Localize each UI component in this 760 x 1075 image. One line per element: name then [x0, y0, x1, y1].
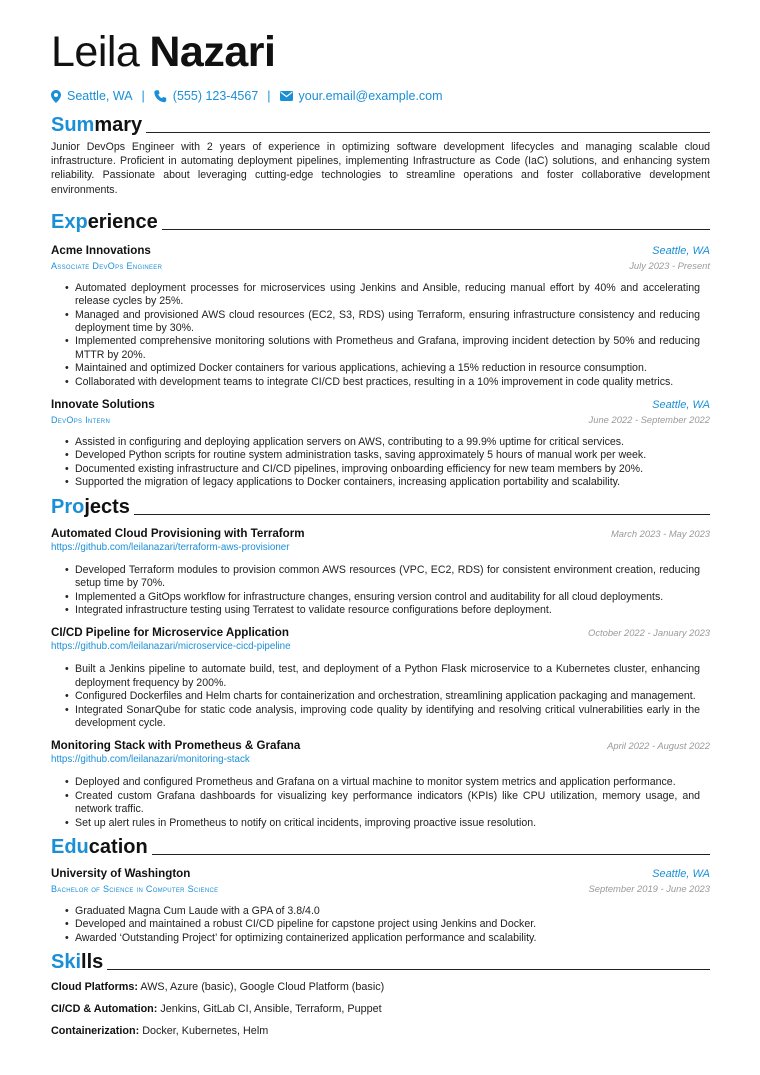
project-title: Automated Cloud Provisioning with Terraform [51, 526, 305, 540]
job-dates: July 2023 - Present [629, 259, 710, 271]
degree: Bachelor of Science in Computer Science [51, 883, 219, 894]
list-item: • Maintained and optimized Docker containers for various applications, achieving a 15% reduction in resource consumption. [65, 362, 647, 375]
first-name: Leila [51, 28, 140, 76]
skill-value: AWS, Azure (basic), Google Cloud Platform (basic) [140, 981, 385, 994]
bullet-list [51, 776, 710, 830]
section-divider [162, 229, 710, 230]
section-education-header [51, 834, 710, 858]
section-title-rest: erience [87, 210, 158, 233]
school-location: Seattle, WA [652, 867, 710, 880]
section-title-rest: cation [88, 835, 148, 858]
section-title-accent: Sum [51, 114, 95, 136]
section-experience-header [51, 209, 710, 233]
bullet-list [51, 663, 710, 730]
skill-label: Cloud Platforms: [51, 981, 138, 994]
list-item: • Deployed and configured Prometheus and Grafana on a virtual machine to monitor system metrics and application performance. [65, 776, 676, 789]
section-title [51, 211, 158, 233]
list-item: • Integrated SonarQube for static code analysis, improving code quality by identifying and resolving critical vulnerabilities early in the development cycle. [65, 703, 700, 729]
job-title: Associate DevOps Engineer [51, 260, 163, 271]
skill-label: CI/CD & Automation: [51, 1003, 158, 1016]
project-entry [51, 526, 710, 618]
list-item: • Documented existing infrastructure and CI/CD pipelines, improving onboarding efficiency for new team members by 20%. [65, 462, 644, 475]
location-text: Seattle, WA [67, 89, 133, 103]
section-title-accent: Exp [51, 210, 88, 233]
list-item: • Implemented a GitOps workflow for infrastructure changes, ensuring version control and auditability for all cloud deployments. [65, 590, 664, 603]
section-title [51, 836, 148, 858]
experience-entry [51, 243, 710, 389]
bullet-list [51, 282, 710, 389]
list-item: • Set up alert rules in Prometheus to notify on critical incidents, improving proactive issue resolution. [65, 816, 537, 829]
list-item: • Developed Terraform modules to provision common AWS resources (VPC, EC2, RDS) for consistent environment creation, reducing setup time by 70%. [65, 563, 700, 590]
phone-text: (555) 123-4567 [172, 89, 259, 103]
list-item: • Automated deployment processes for microservices using Jenkins and Ansible, reducing manual effort by 40% and accelerating release cycles by 25%. [65, 281, 700, 308]
contact-info [51, 86, 710, 106]
contact-phone[interactable] [154, 89, 258, 103]
section-title [51, 496, 130, 518]
list-item: • Managed and provisioned AWS cloud resources (EC2, S3, RDS) using Terraform, ensuring infrastructure consistency and reducing deployment time by 30%. [65, 308, 700, 335]
summary-text: Junior DevOps Engineer with 2 years of experience in optimizing software development lifecycles and managing scalable cloud infrastructure. Proficient in automating deployment pipelines, implementing Infrastructure as Code (IaC) solutions, and enhancing system reliability. Passionate about leveraging cutting-edge technologies to streamline operations and foster collaborative development environments. [51, 141, 710, 196]
section-title [51, 951, 103, 973]
email-text: your.email@example.com [298, 89, 443, 103]
candidate-name [51, 30, 710, 74]
section-title [51, 114, 142, 136]
list-item: • Integrated infrastructure testing using Terratest to validate resource configurations before deployment. [65, 603, 552, 616]
skill-value: Jenkins, GitLab CI, Ansible, Terraform, Puppet [160, 1003, 382, 1016]
skill-row [51, 1002, 710, 1016]
bullet-list [51, 564, 710, 618]
skill-value: Docker, Kubernetes, Helm [142, 1025, 269, 1038]
section-title-rest: jects [84, 495, 130, 518]
project-link[interactable]: https://github.com/leilanazari/monitoring-stack [51, 754, 250, 766]
envelope-icon [280, 91, 293, 101]
job-title: DevOps Intern [51, 415, 111, 426]
list-item: • Supported the migration of legacy applications to Docker containers, increasing application portability and scalability. [65, 476, 621, 489]
section-title-accent: Pro [51, 495, 85, 518]
job-dates: June 2022 - September 2022 [588, 414, 710, 426]
section-divider [107, 969, 710, 970]
education-entry [51, 866, 710, 945]
project-link[interactable]: https://github.com/leilanazari/microservice-cicd-pipeline [51, 641, 291, 653]
section-summary-header [51, 112, 710, 136]
phone-icon [154, 90, 167, 103]
list-item: • Collaborated with development teams to integrate CI/CD best practices, resulting in a 10% improvement in code quality metrics. [65, 375, 674, 388]
company-name: Acme Innovations [51, 243, 151, 257]
section-title-rest: lls [81, 951, 104, 974]
contact-separator: | [141, 89, 145, 103]
project-dates: April 2022 - August 2022 [607, 740, 710, 752]
bullet-list [51, 436, 710, 490]
job-location: Seattle, WA [652, 399, 710, 412]
section-projects-header [51, 494, 710, 518]
section-divider [134, 514, 710, 515]
section-title-accent: Ski [51, 951, 82, 974]
contact-separator: | [267, 89, 271, 103]
project-dates: October 2022 - January 2023 [588, 627, 710, 639]
project-link[interactable]: https://github.com/leilanazari/terraform-aws-provisioner [51, 541, 290, 553]
experience-entry [51, 397, 710, 490]
contact-email[interactable] [280, 89, 443, 103]
project-entry [51, 738, 710, 830]
list-item: • Built a Jenkins pipeline to automate build, test, and deployment of a Python Flask microservice to a Kubernetes cluster, enhancing deployment frequency by 200%. [65, 663, 700, 689]
project-dates: March 2023 - May 2023 [610, 527, 710, 539]
contact-location [51, 89, 133, 103]
list-item: • Created custom Grafana dashboards for visualizing key performance indicators (KPIs) like CPU utilization, memory usage, and network traffic. [65, 789, 700, 816]
education-dates: September 2019 - June 2023 [588, 882, 710, 894]
section-divider [146, 132, 710, 133]
section-title-accent: Edu [51, 835, 89, 858]
school-name: University of Washington [51, 866, 191, 880]
section-skills-header [51, 949, 710, 973]
skill-row [51, 980, 710, 994]
list-item: • Developed Python scripts for routine system administration tasks, saving approximately 5 hours of manual work per week. [65, 449, 647, 462]
section-title-rest: mary [94, 114, 143, 136]
project-title: CI/CD Pipeline for Microservice Application [51, 626, 289, 640]
skill-label: Containerization: [51, 1025, 140, 1038]
company-name: Innovate Solutions [51, 398, 155, 412]
section-divider [152, 854, 710, 855]
map-pin-icon [51, 90, 61, 103]
last-name: Nazari [149, 28, 276, 76]
skill-row [51, 1024, 710, 1038]
job-location: Seattle, WA [652, 244, 710, 257]
list-item: • Developed and maintained a robust CI/CD pipeline for capstone project using Jenkins and Docker. [65, 918, 537, 931]
list-item: • Awarded ‘Outstanding Project’ for optimizing containerized application performance and scalability. [65, 931, 537, 944]
project-title: Monitoring Stack with Prometheus & Grafana [51, 739, 301, 753]
bullet-list [51, 905, 710, 945]
list-item: • Graduated Magna Cum Laude with a GPA of 3.8/4.0 [65, 904, 320, 917]
list-item: • Configured Dockerfiles and Helm charts for containerization and orchestration, streamlining application packaging and management. [65, 690, 696, 703]
project-entry [51, 625, 710, 730]
resume-page [51, 30, 710, 1038]
list-item: • Assisted in configuring and deploying application servers on AWS, contributing to a 99.9% uptime for critical services. [65, 436, 624, 449]
list-item: • Implemented comprehensive monitoring solutions with Prometheus and Grafana, improving incident detection by 50% and reducing MTTR by 20%. [65, 335, 700, 361]
